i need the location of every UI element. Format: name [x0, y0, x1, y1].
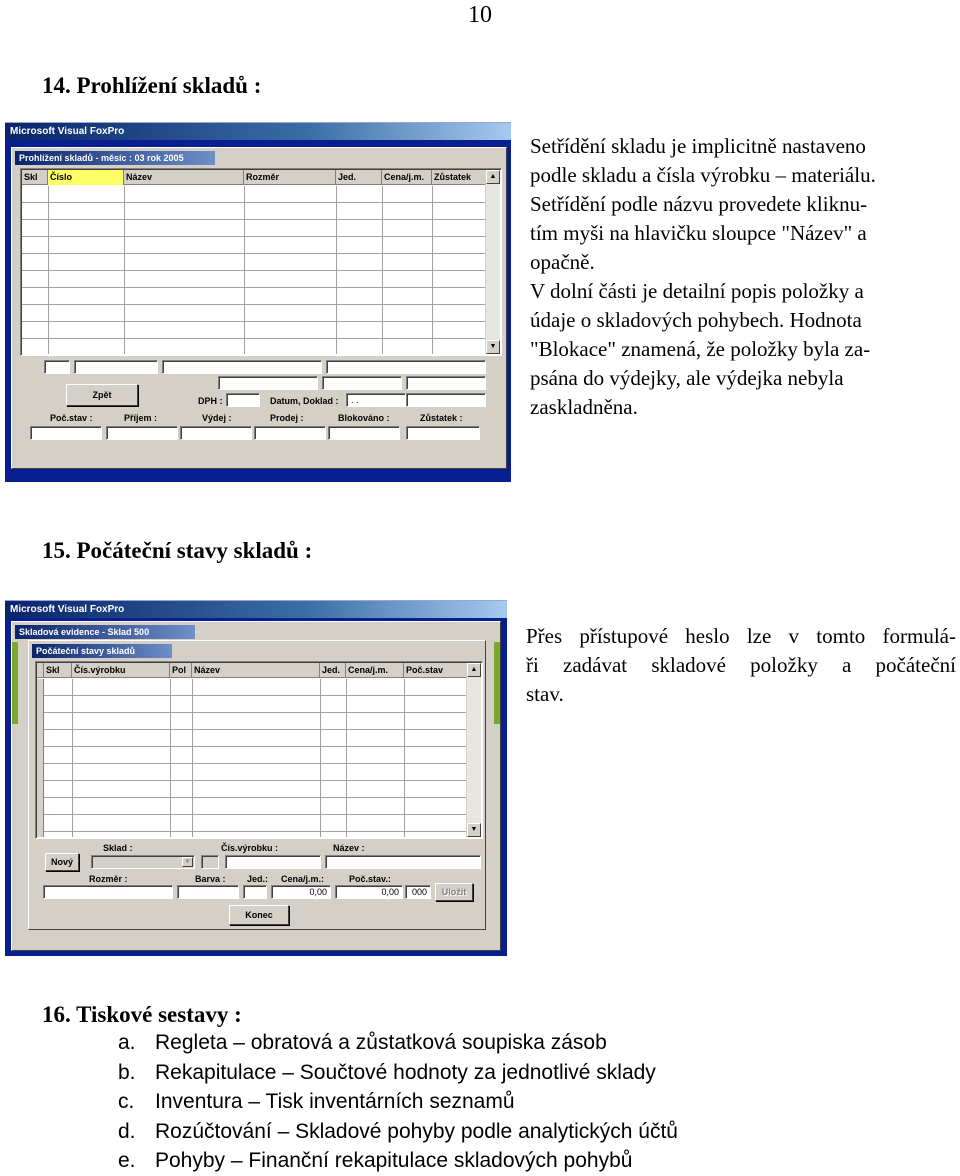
- cena-field[interactable]: 0,00: [271, 885, 331, 899]
- blokovano-field[interactable]: [328, 426, 400, 440]
- scroll-up-icon[interactable]: ▲: [467, 663, 481, 677]
- poc-stav-label: Poč.stav.:: [349, 874, 391, 884]
- column-header-skl[interactable]: Skl: [44, 663, 72, 678]
- dph-label: DPH :: [198, 396, 223, 406]
- desc-line: podle skladu a čísla výrobku – materiálu.: [530, 163, 876, 187]
- grid-header: [37, 663, 467, 678]
- list-text: Regleta – obratová a zůstatková soupiska zásob: [155, 1031, 607, 1054]
- date-doc-label: Datum, Doklad :: [270, 396, 339, 406]
- column-header-jed[interactable]: Jed.: [320, 663, 346, 678]
- list-text: Pohyby – Finanční rekapitulace skladových pohybů: [155, 1149, 633, 1172]
- prodej-field[interactable]: [254, 426, 326, 440]
- desc-line: stav.: [526, 682, 564, 706]
- list-letter: d.: [118, 1119, 136, 1143]
- desc-line: zaskladněna.: [530, 395, 638, 419]
- column-header-nazev[interactable]: Název: [192, 663, 320, 678]
- rozmer-label: Rozměr :: [89, 874, 128, 884]
- scroll-down-icon[interactable]: ▼: [486, 340, 500, 354]
- column-header-poc-stav[interactable]: Poč.stav: [404, 663, 467, 678]
- cis-vyrobku-field[interactable]: [225, 855, 321, 869]
- column-header-cislo[interactable]: Číslo: [48, 170, 124, 185]
- green-side-bar: [494, 642, 500, 724]
- sklad-combo[interactable]: [91, 855, 195, 869]
- end-button[interactable]: Konec: [229, 905, 289, 925]
- detail-field-cislo[interactable]: [74, 360, 158, 374]
- grid-header: [22, 170, 486, 185]
- list-text: Rekapitulace – Součtové hodnoty za jednotlivé sklady: [155, 1060, 656, 1084]
- scroll-up-icon[interactable]: ▲: [486, 170, 500, 184]
- desc-line: opačně.: [530, 250, 595, 274]
- detail-field-jed[interactable]: [218, 376, 318, 390]
- page-number: 10: [468, 2, 492, 28]
- list-item: [118, 1117, 918, 1147]
- prijem-field[interactable]: [106, 426, 178, 440]
- list-text: Inventura – Tisk inventárních seznamů: [155, 1090, 515, 1113]
- column-header-skl[interactable]: Skl: [22, 170, 48, 185]
- desc-line: "Blokace" znamená, že položky byla za-: [530, 337, 871, 361]
- doc-field[interactable]: [406, 393, 486, 407]
- warehouse-grid[interactable]: [20, 168, 502, 356]
- section-15-heading: 15. Počáteční stavy skladů :: [42, 538, 313, 563]
- chevron-down-icon[interactable]: ▼: [182, 857, 193, 867]
- section-16-heading: 16. Tiskové sestavy :: [42, 1002, 242, 1027]
- desc-line: Setřídění skladu je implicitně nastaveno: [530, 134, 866, 158]
- detail-field-cena[interactable]: [322, 376, 402, 390]
- grid-scrollbar[interactable]: [466, 663, 481, 837]
- rozmer-field[interactable]: [43, 885, 173, 899]
- desc-line: psána do výdejky, ale výdejka nebyla: [530, 366, 844, 390]
- column-header-zustatek[interactable]: Zůstatek: [432, 170, 486, 185]
- new-button[interactable]: Nový: [45, 853, 79, 871]
- dph-field[interactable]: [226, 393, 260, 407]
- cis-vyrobku-label: Čís.výrobku :: [221, 843, 279, 853]
- zustatek-label: Zůstatek :: [420, 413, 463, 423]
- jed-label: Jed.:: [247, 874, 269, 884]
- prodej-label: Prodej :: [270, 413, 304, 423]
- column-header-cena[interactable]: Cena/j.m.: [346, 663, 404, 678]
- zustatek-field[interactable]: [406, 426, 480, 440]
- green-side-bar: [12, 642, 18, 724]
- form-title: Počáteční stavy skladů: [32, 644, 172, 658]
- column-header-cena[interactable]: Cena/j.m.: [382, 170, 432, 185]
- prijem-label: Příjem :: [124, 413, 158, 423]
- list-letter: e.: [118, 1149, 136, 1172]
- cena-label: Cena/j.m.:: [281, 874, 325, 884]
- window-titlebar: Microsoft Visual FoxPro: [5, 601, 507, 618]
- nazev-field[interactable]: [325, 855, 481, 869]
- qty-field[interactable]: 000: [405, 885, 431, 899]
- outer-form-title: Skladová evidence - Sklad 500: [15, 625, 195, 639]
- save-button[interactable]: Uložit: [435, 883, 473, 901]
- initial-stock-screenshot: [5, 600, 507, 956]
- poc-stav-field[interactable]: [30, 426, 102, 440]
- back-button[interactable]: Zpět: [66, 384, 138, 406]
- barva-field[interactable]: [177, 885, 239, 899]
- detail-field-zustatek[interactable]: [406, 376, 486, 390]
- detail-field-nazev[interactable]: [162, 360, 322, 374]
- section-15-description: [526, 622, 956, 709]
- initial-stock-grid[interactable]: [35, 661, 483, 839]
- poc-stav-field[interactable]: 0,00: [335, 885, 403, 899]
- column-header-nazev[interactable]: Název: [124, 170, 244, 185]
- section-14-description: [530, 132, 950, 422]
- grid-scrollbar[interactable]: [485, 170, 500, 354]
- vydej-label: Výdej :: [202, 413, 232, 423]
- browse-warehouses-screenshot: [5, 122, 511, 482]
- print-reports-list: [118, 1028, 918, 1176]
- list-item: [118, 1058, 918, 1088]
- jed-field[interactable]: [243, 885, 267, 899]
- section-14-heading: 14. Prohlížení skladů :: [42, 73, 262, 98]
- sklad-label: Sklad :: [103, 843, 133, 853]
- list-letter: b.: [118, 1060, 136, 1084]
- desc-line: tím myši na hlavičku sloupce "Název" a: [530, 221, 867, 245]
- column-header-jed[interactable]: Jed.: [336, 170, 382, 185]
- browse-form: [11, 147, 507, 469]
- list-item: [118, 1028, 918, 1058]
- list-text: Rozúčtování – Skladové pohyby podle analytických účtů: [155, 1119, 678, 1143]
- window-titlebar: Microsoft Visual FoxPro: [5, 123, 511, 140]
- desc-line: ři zadávat skladové položky a počáteční: [526, 653, 956, 677]
- initial-stock-form: [28, 640, 486, 930]
- list-item: [118, 1146, 918, 1176]
- column-header-pol[interactable]: Pol: [170, 663, 192, 678]
- nazev-label: Název :: [333, 843, 365, 853]
- desc-line: Přes přístupové heslo lze v tomto formulá-: [526, 624, 956, 648]
- outer-evidence-form: [11, 621, 501, 951]
- date-field[interactable]: . .: [346, 393, 406, 407]
- grid-rows: [37, 679, 467, 837]
- desc-line: Setřídění podle názvu provedete kliknu-: [530, 192, 868, 216]
- pol-field[interactable]: [201, 855, 219, 869]
- form-title: Prohlížení skladů - měsíc : 03 rok 2005: [15, 151, 215, 165]
- detail-field-rozmer[interactable]: [326, 360, 486, 374]
- desc-line: V dolní části je detailní popis položky a: [530, 279, 864, 303]
- desc-line: údaje o skladových pohybech. Hodnota: [530, 308, 862, 332]
- blokovano-label: Blokováno :: [338, 413, 390, 423]
- list-letter: c.: [118, 1090, 135, 1113]
- vydej-field[interactable]: [180, 426, 252, 440]
- poc-stav-label: Poč.stav :: [50, 413, 93, 423]
- list-item: [118, 1087, 918, 1117]
- column-header-cis-vyrobku[interactable]: Čís.výrobku: [72, 663, 170, 678]
- barva-label: Barva :: [195, 874, 226, 884]
- list-letter: a.: [118, 1031, 136, 1054]
- detail-field-skl[interactable]: [44, 360, 70, 374]
- grid-rows: [22, 186, 486, 354]
- scroll-down-icon[interactable]: ▼: [467, 823, 481, 837]
- column-header-rozmer[interactable]: Rozměr: [244, 170, 336, 185]
